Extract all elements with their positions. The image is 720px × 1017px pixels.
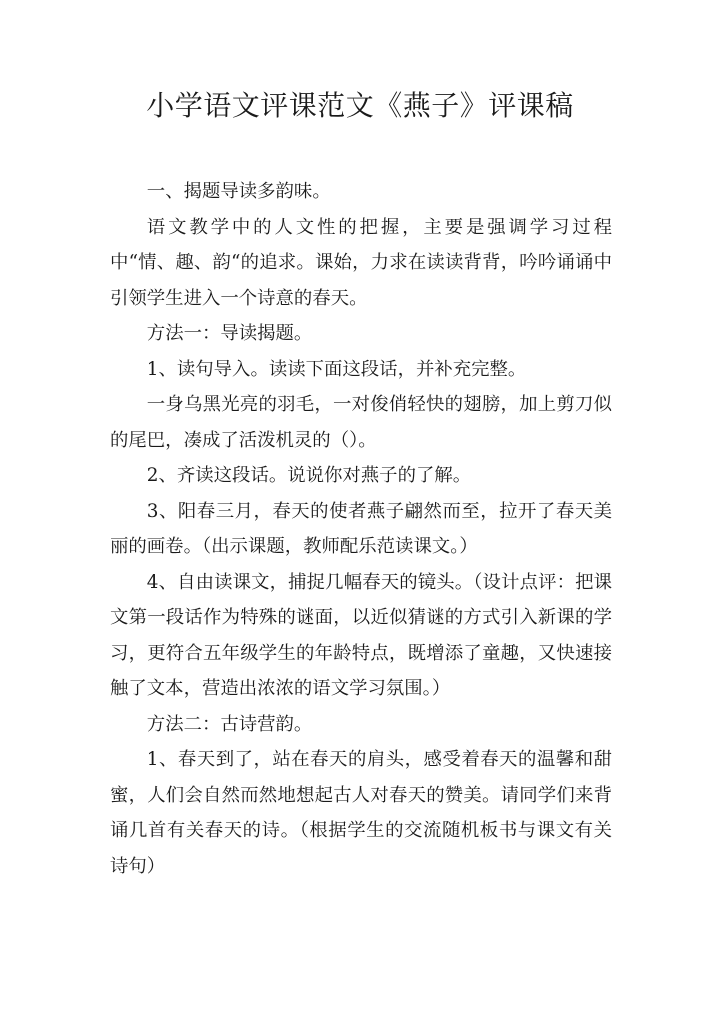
paragraph-heading-1: 一、揭题导读多韵味。 bbox=[146, 181, 331, 202]
paragraph-step-2: 2、齐读这段话。说说你对燕子的了解。 bbox=[146, 465, 472, 486]
paragraph-method-1-heading: 方法一：导读揭题。 bbox=[146, 323, 313, 344]
paragraph-step-1: 1、读句导入。读读下面这段话，并补充完整。 bbox=[146, 358, 527, 380]
paragraph-method-2-step-1: 1、春天到了，站在春天的肩头，感受着春天的温馨和甜蜜，人们会自然而然地想起古人对春天的赞美。请同学们来背诵几首有关春天的诗。（根据学生的交流随机板书与课文有关诗句） bbox=[110, 749, 612, 877]
paragraph-step-3: 3、阳春三月，春天的使者燕子翩然而至，拉开了春天美丽的画卷。（出示课题，教师配乐范读课文。） bbox=[110, 500, 612, 557]
paragraph-step-4: 4、自由读课文，捕捉几幅春天的镜头。（设计点评：把课文第一段话作为特殊的谜面，以近似猜谜的方式引入新课的学习，更符合五年级学生的年龄特点，既增添了童趣，又快速接触了文本，营造出浓浓的语文学习氛围。） bbox=[110, 571, 612, 699]
paragraph-method-2-heading: 方法二：古诗营韵。 bbox=[146, 713, 313, 735]
paragraph-intro: 语文教学中的人文性的把握，主要是强调学习过程中“情、趣、韵“的追求。课始，力求在读读背背，吟吟诵诵中引领学生进入一个诗意的春天。 bbox=[110, 216, 612, 309]
paragraph-quote: 一身乌黑光亮的羽毛，一对俊俏轻快的翅膀，加上剪刀似的尾巴，凑成了活泼机灵的（）。 bbox=[110, 394, 612, 451]
document-title: 小学语文评课范文《燕子》评课稿 bbox=[146, 89, 574, 122]
document-body bbox=[110, 174, 612, 884]
